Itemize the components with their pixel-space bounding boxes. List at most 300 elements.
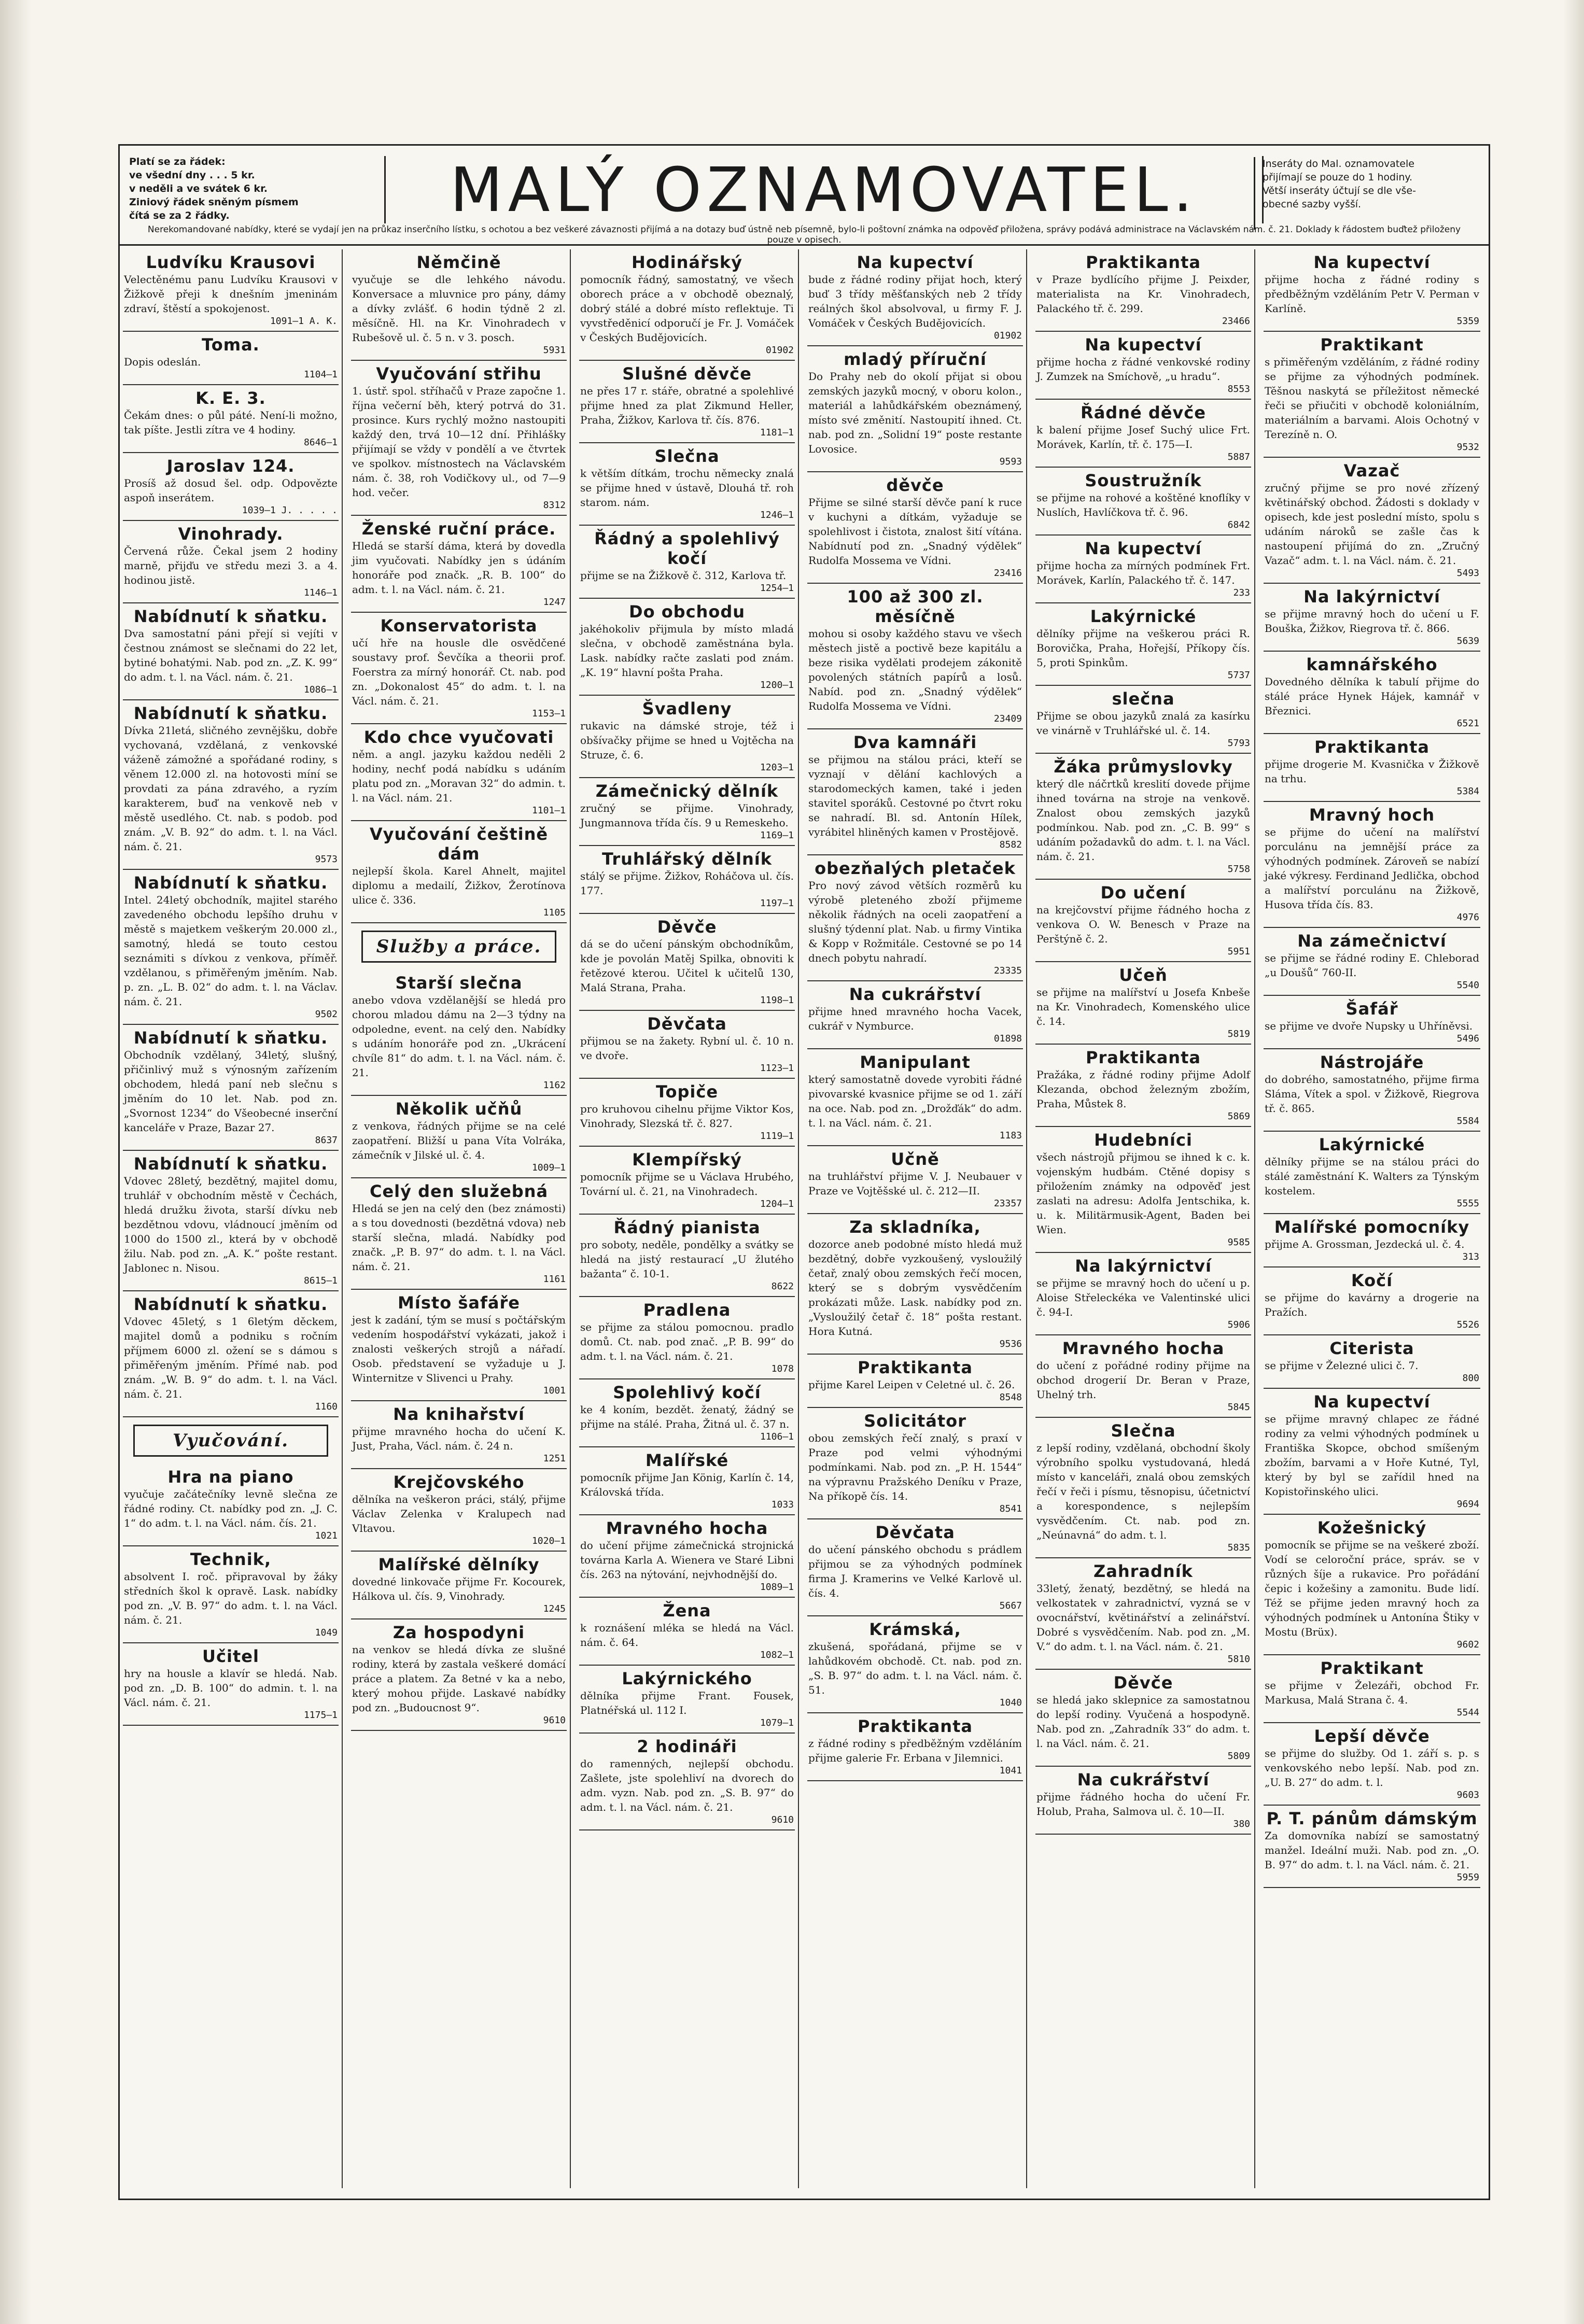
classified-ad: [579, 778, 795, 846]
ad-title: Lakýrnického: [622, 1669, 752, 1688]
ad-title: Lepší děvče: [1314, 1726, 1430, 1746]
ad-reference-number: 5887: [1227, 452, 1250, 462]
ad-reference-number: 5496: [1456, 1033, 1479, 1044]
classified-ad: [579, 1379, 795, 1447]
classified-ad: [1035, 536, 1251, 603]
ad-title: Řádné děvče: [1081, 403, 1206, 422]
ad-body: dovedné linkovače přijme Fr. Kocourek, Hálkova ul. čís. 9, Vinohrady.: [352, 1575, 566, 1602]
ad-reference-number: 1203—1: [760, 762, 794, 773]
ad-title: Praktikanta: [1086, 1048, 1201, 1067]
ad-title: Na kupectví: [1313, 1392, 1431, 1412]
ad-reference-number: 9603: [1456, 1790, 1479, 1800]
ad-body: přijme hocha z řádné rodiny s předběžným vzděláním Petr V. Perman v Karlíně.: [1265, 273, 1479, 315]
ad-body: Za domovníka nabízí se samostatný manžel. Ideální muži. Nab. pod zn. „O. B. 97“ do adm. t. l. na Václ. nám. č. 21.: [1265, 1829, 1479, 1871]
ad-reference-number: 1183: [999, 1130, 1022, 1141]
ad-title: Ludvíku Krausovi: [146, 252, 316, 272]
ad-title: Klempířský: [632, 1150, 742, 1170]
ad-title: Na kupectví: [1085, 539, 1202, 558]
classified-ad: [1035, 400, 1251, 468]
ad-reference-number: 5540: [1456, 980, 1479, 991]
ad-title: 100 až 300 zl. měsíčně: [847, 587, 984, 626]
ad-body: pomocník přijme Jan König, Karlín č. 14, Královská třída.: [580, 1471, 794, 1498]
ad-reference-number: 5835: [1227, 1542, 1250, 1553]
classified-ad: [579, 1598, 795, 1666]
ad-body: vyučuje začátečníky levně slečna ze řádné rodiny. Ct. nabídky pod zn. „J. C. 1“ do adm. t. l. na Václ. nám. čís. 21.: [124, 1488, 338, 1529]
ad-body: do učení z pořádné rodiny přijme na obchod drogerií Dr. Beran v Praze, Uhelný trh.: [1036, 1359, 1250, 1401]
ad-body: Prosíš až dosud šel. odp. Odpovězte aspoň inserátem.: [124, 477, 338, 504]
ad-title: Na cukrářství: [1077, 1770, 1210, 1790]
classified-ad: [123, 385, 339, 453]
classified-ad: [123, 453, 339, 521]
section-banner-teaching: Vyučování.: [133, 1425, 328, 1457]
ad-title: slečna: [1112, 689, 1175, 709]
ad-reference-number: 5359: [1456, 316, 1479, 327]
ad-title: Nástrojáře: [1320, 1052, 1424, 1072]
classified-ad: [1264, 1806, 1480, 1888]
ad-reference-number: 1078: [771, 1363, 794, 1374]
ad-body: přijme hned mravného hocha Vacek, cukrář v Nymburce.: [808, 1005, 1022, 1032]
ad-title: kamnářského: [1306, 655, 1438, 674]
ad-title: obezňalých pletaček: [815, 858, 1016, 878]
classified-ad: [351, 1619, 567, 1731]
ad-title: Jaroslav 124.: [166, 456, 295, 476]
ad-title: Technik,: [190, 1550, 272, 1569]
price-line: v neděli a ve svátek 6 kr.: [129, 183, 268, 194]
ad-reference-number: 1086—1: [303, 684, 338, 695]
classified-ad: [1035, 1418, 1251, 1558]
ad-reference-number: 5951: [1227, 946, 1250, 957]
classified-ad: [123, 249, 339, 332]
ad-reference-number: 23466: [1222, 316, 1250, 327]
ad-body: vyučuje se dle lehkého návodu. Konversace a mluvnice pro pány, dámy a dívky zvlášť. 6 hodin týdně 2 zl. měsíčně. Hl. na Kr. Vinohradech v Rubešově ul. č. 5 n. v 3. posch.: [352, 273, 566, 344]
ad-body: mohou si osoby každého stavu ve všech městech jistě a poctivě beze kapitálu a beze risika vydělati prodejem zákonitě povolených státních papírů a losů. Nabíd. pod zn. „Snadný výdělek“ Rudolfa Mossema ve Vídni.: [808, 627, 1022, 712]
ad-body: pomocník řádný, samostatný, ve všech oborech práce a v obchodě obeznalý, dobrý stálé a dobré místo reflektuje. Ti vyvstředěnicí odporučí je Fr. J. Vomáček v Českých Budějovicích.: [580, 273, 794, 344]
ad-body: se hledá jako sklepnice za samostatnou do lepší rodiny. Vyučená a hospodyně. Nab. pod zn. „Zahradník 33“ do adm. t. l. na Václ. nám. č. 21.: [1036, 1694, 1250, 1750]
price-line: Platí se za řádek:: [129, 156, 226, 167]
ad-body: Intel. 24letý obchodník, majitel starého zavedeného obchodu lepšího druhu v městě s majetkem veškerým 20.000 zl., samotný, hledá se touto cestou seznámiti s dívkou z venkova, příměř. vzdělanou, s přiměřeným jměním. Nab. p. zn. „L. B. 02“ do adm. t. l. na Václav. nám. č. 21.: [124, 894, 338, 1008]
ad-body: Dovedného dělníka k tabulí přijme do stálé práce Hynek Hájek, kamnář v Březnici.: [1265, 675, 1479, 717]
ad-body: přijmou se na žakety. Rybní ul. č. 10 n. ve dvoře.: [580, 1035, 794, 1062]
ad-body: Pro nový závod větších rozměrů ku výrobě pleteného zboží přijmeme několik řádných na oceli zaopatření a slušný týdenní plat. Nab. u firmy Vintika & Kopp v Rožmitále. Cestovné se po 14 dnech pobytu nahradí.: [808, 879, 1022, 964]
ad-body: se přijme se řádné rodiny E. Chleborad „u Doušů“ 760-II.: [1265, 952, 1479, 979]
ad-title: Vyučování češtině dám: [369, 824, 549, 864]
info-line: Větší inseráty účtují se dle vše-: [1263, 185, 1416, 196]
price-line: Ziniový řádek sněným písmem: [129, 196, 299, 208]
ad-body: přijme A. Grossman, Jezdecká ul. č. 4.: [1265, 1238, 1465, 1250]
ad-body: do dobrého, samostatného, přijme firma Sláma, Vítek a spol. v Žižkově, Riegrova tř. č. 865.: [1265, 1073, 1479, 1115]
ad-reference-number: 1040: [999, 1697, 1022, 1708]
classified-ad: [1264, 1723, 1480, 1806]
ad-reference-number: 1153—1: [531, 708, 566, 719]
ad-body: se přijme do služby. Od 1. září s. p. s venkovského nebo lepší. Nab. pod zn. „U. B. 27“ do adm. t. l.: [1265, 1747, 1479, 1788]
ad-body: z lepší rodiny, vzdělaná, obchodní školy výrobního spolku vystudovaná, hledá místo v kanceláři, znalá obou zemských řečí v řeči i písmu, těsnopisu, účetnictví a korespondence, s nejlepším vysvědčením. Ct. nab. pod zn. „Neúnavná“ do adm. t. l.: [1036, 1442, 1250, 1541]
ad-title: Žáka průmyslovky: [1054, 757, 1233, 777]
classified-ad: [351, 1178, 567, 1290]
ad-reference-number: 8582: [999, 839, 1022, 850]
ad-reference-number: 1089—1: [760, 1582, 794, 1593]
ad-title: Solicitátor: [864, 1411, 966, 1431]
ad-title: Na lakýrnictví: [1075, 1256, 1212, 1276]
classified-ad: [579, 1666, 795, 1734]
ad-title: P. T. pánům dámským: [1266, 1809, 1478, 1828]
ad-body: dá se do učení pánským obchodníkům, kde je povolán Matěj Spilka, obnoviti k řetězové kterou. Učitel k učitelů 130, Malá Strana, Praha.: [580, 938, 794, 994]
ad-title: K. E. 3.: [195, 388, 266, 408]
ad-title: Mravného hocha: [606, 1518, 768, 1538]
classified-ad: [579, 846, 795, 914]
ad-title: Do učení: [1100, 883, 1186, 903]
ad-title: mladý příruční: [844, 349, 987, 369]
ad-body: pro soboty, neděle, pondělky a svátky se hledá na jistý restaurací „U žlutého bažanta“ č. 10-1.: [580, 1238, 794, 1280]
ad-reference-number: 5526: [1456, 1319, 1479, 1330]
ad-body: s přiměřeným vzděláním, z řádné rodiny se přijme za výhodných podmínek. Těšnou naskytá se příležitost německé řeči se přiučiti v obchodě koloniálním, materiálním a barvami. Alois Ochotný v Terezíně n. O.: [1265, 356, 1479, 441]
classified-ad: [123, 1291, 339, 1417]
ad-reference-number: 5667: [999, 1600, 1022, 1611]
ad-reference-number: 01898: [993, 1033, 1022, 1044]
ad-title: Mravného hocha: [1062, 1339, 1225, 1358]
classified-ad: [579, 914, 795, 1011]
ad-title: Děvče: [1113, 1673, 1173, 1693]
classified-ad: [579, 1447, 795, 1515]
ad-body: se přijme v Železáři, obchod Fr. Markusa, Malá Strana č. 4.: [1265, 1679, 1479, 1706]
ad-reference-number: 1049: [315, 1627, 338, 1638]
section-title: MALÝ OZNAMOVATEL.: [384, 156, 1264, 223]
ad-reference-number: 1001: [543, 1385, 566, 1396]
ad-body: se přijme na malířství u Josefa Knbeše na Kr. Vinohradech, Komenského ulice č. 14.: [1036, 986, 1250, 1027]
ad-reference-number: 5584: [1456, 1116, 1479, 1126]
ad-reference-number: 23409: [993, 713, 1022, 724]
classified-ad: [579, 249, 795, 361]
scan-shadow-left: [0, 0, 31, 2324]
ad-body: se přijme na rohové a koštěné knoflíky v Nuslích, Havlíčkova tř. č. 96.: [1036, 491, 1250, 518]
ad-column-3: [576, 249, 799, 2188]
ad-title: Švadleny: [642, 699, 732, 719]
ad-reference-number: 5931: [543, 345, 566, 356]
ad-title: Nabídnutí k sňatku.: [133, 873, 328, 893]
ad-reference-number: 9532: [1456, 442, 1479, 453]
ad-title: děvče: [886, 475, 944, 495]
ad-reference-number: 1251: [543, 1453, 566, 1464]
scan-shadow-right: [1563, 0, 1584, 2324]
classified-ad: [579, 526, 795, 599]
ad-title: Malířské: [645, 1450, 729, 1470]
ad-reference-number: 9536: [999, 1339, 1022, 1349]
classified-ad: [807, 729, 1023, 855]
classified-ad: [1035, 1253, 1251, 1335]
ad-body: v Praze bydlícího přijme J. Peixder, materialista na Kr. Vinohradech, Palackého tř. č. 299.: [1036, 273, 1250, 315]
ad-reference-number: 5809: [1227, 1751, 1250, 1762]
ad-reference-number: 5493: [1456, 568, 1479, 579]
classified-ad: [1264, 734, 1480, 802]
classified-ad: [1264, 802, 1480, 928]
ad-reference-number: 1020—1: [531, 1536, 566, 1546]
ad-body: přijme řádného hocha do učení Fr. Holub, Praha, Salmova ul. č. 10—II.: [1036, 1791, 1250, 1818]
ad-title: Do obchodu: [629, 602, 745, 622]
classified-ad: [1035, 603, 1251, 686]
ad-title: Místo šafáře: [398, 1293, 520, 1313]
price-line: ve všední dny . . . 5 kr.: [129, 170, 255, 181]
ad-reference-number: 01902: [765, 345, 794, 356]
ad-reference-number: 8615—1: [303, 1275, 338, 1286]
ad-reference-number: 1104—1: [303, 369, 338, 380]
ad-column-1: [120, 249, 343, 2188]
ad-reference-number: 23357: [993, 1198, 1022, 1209]
classified-ad: [1264, 1132, 1480, 1214]
ad-body: dělníka na veškeron práci, stálý, přijme Václav Zelenka v Kralupech nad Vltavou.: [352, 1493, 566, 1534]
ad-reference-number: 1091—1 A. K.: [270, 316, 338, 327]
ad-body: se přijme ve dvoře Nupsky u Uhříněvsi.: [1265, 1020, 1473, 1032]
ad-body: přijme hocha z řádné venkovské rodiny J. Zumzek na Smíchově, „u hradu“.: [1036, 356, 1250, 383]
ad-title: Na kupectví: [857, 252, 974, 272]
ad-reference-number: 1200—1: [760, 680, 794, 691]
classified-ad: [807, 981, 1023, 1049]
ad-body: přijme Karel Leipen v Celetné ul. č. 26.: [808, 1378, 1015, 1391]
ad-body: přijme drogerie M. Kvasnička v Žižkově na trhu.: [1265, 758, 1479, 785]
classified-ad: [807, 1408, 1023, 1519]
ad-reference-number: 5384: [1456, 786, 1479, 797]
ad-title: Praktikanta: [858, 1358, 973, 1377]
ad-reference-number: 5758: [1227, 864, 1250, 875]
ad-reference-number: 9610: [543, 1715, 566, 1726]
classified-ad: [123, 700, 339, 870]
ad-title: Celý den služebná: [369, 1181, 549, 1201]
ad-reference-number: 1246—1: [760, 510, 794, 520]
classified-ad: [807, 1146, 1023, 1214]
ad-reference-number: 233: [1233, 587, 1250, 598]
ad-body: nejlepší škola. Karel Ahnelt, majitel diplomu a medailí, Žižkov, Žerotínova ulice č. 336.: [352, 865, 566, 906]
ad-title: Praktikant: [1320, 335, 1424, 355]
ad-body: hry na housle a klavír se hledá. Nab. pod zn. „D. B. 100“ do admin. t. l. na Václ. nám. č. 21.: [124, 1667, 338, 1709]
ad-body: přijme se na Žižkově č. 312, Karlova tř.: [580, 569, 787, 582]
ad-reference-number: 8553: [1227, 384, 1250, 395]
classified-ad: [351, 613, 567, 724]
ad-reference-number: 1247: [543, 597, 566, 608]
ad-body: obou zemských řečí znalý, s praxí v Praze pod velmi výhodnými podmínkami. Nab. pod zn. „P. H. 1544“ na výpravnu Pražského Deníku v Praze, Na příkopě čís. 14.: [808, 1432, 1022, 1502]
classified-ad: [123, 521, 339, 603]
ad-body: 33letý, ženatý, bezdětný, se hledá na velkostatek v zahradnictví, vyzná se v ovocnářství, květinářství a zelinářství. Dobré s vysvědčením. Nab. pod zn. „M. V.“ do adm. t. l. na Václ. nám. č. 21.: [1036, 1582, 1250, 1653]
ad-title: Kdo chce vyučovati: [363, 727, 554, 747]
ad-title: Toma.: [202, 335, 260, 355]
ad-title: Za hospodyni: [393, 1623, 525, 1642]
ad-reference-number: 5793: [1227, 738, 1250, 749]
price-line: čítá se za 2 řádky.: [129, 210, 230, 221]
ad-body: Dopis odeslán.: [124, 356, 201, 368]
ad-title: Praktikanta: [858, 1716, 973, 1736]
ad-reference-number: 1101—1: [531, 805, 566, 816]
classified-ad: [351, 249, 567, 361]
ad-title: Kočí: [1351, 1271, 1393, 1290]
ad-reference-number: 8622: [771, 1281, 794, 1292]
ad-title: Malířské dělníky: [378, 1555, 540, 1574]
ad-column-5: [1032, 249, 1255, 2188]
ad-title: Na kupectví: [1085, 335, 1202, 355]
ad-reference-number: 9593: [999, 456, 1022, 467]
classified-ad: [807, 1049, 1023, 1146]
ad-title: Lakýrnické: [1090, 607, 1197, 626]
ad-body: jest k zadání, tým se musí s počtářským vedením hospodářství vykázati, jakož i znalosti veškerých strojů a nářadí. Osob. představení se vyžaduje u J. Winternitze v Slivenci u Prahy.: [352, 1314, 566, 1384]
ad-title: Na kupectví: [1313, 252, 1431, 272]
ad-title: Několik učňů: [395, 1099, 523, 1119]
classified-ad: [579, 599, 795, 696]
ad-body: rukavic na dámské stroje, též i obšívačky přijme se hned u Vojtěcha na Struze, č. 6.: [580, 720, 794, 761]
ad-body: přijme mravného hocha do učení K. Just, Praha, Václ. nám. č. 24 n.: [352, 1425, 566, 1452]
ad-reference-number: 1105: [543, 907, 566, 918]
classified-ad: [1264, 1389, 1480, 1515]
ad-body: dozorce aneb podobné místo hledá muž bezdětný, dobře vyzkoušený, vysloužilý četař, znalý obou zemských řečí mocen, který se s dobrým vysvědčením prokázati může. Lask. nabídky pod zn. „Vysloužilý četař č. 18“ pošta restant. Hora Kutná.: [808, 1238, 1022, 1337]
classified-ad: [579, 1734, 795, 1830]
ad-body: který samostatně dovede vyrobiti řádné pivovarské kvasnice přijme se od 1. září na oce. Nab. pod zn. „Drožďák“ do adm. t. l. na Václ. nám. č. 21.: [808, 1073, 1022, 1129]
classified-ad: [1035, 1045, 1251, 1127]
ad-title: 2 hodináři: [637, 1737, 737, 1756]
ad-title: Topiče: [655, 1082, 719, 1102]
ad-title: Za skladníka,: [849, 1217, 981, 1237]
info-line: obecné sazby vyšší.: [1263, 199, 1362, 210]
ad-title: Na cukrářství: [849, 984, 982, 1004]
ad-title: Praktikanta: [1086, 252, 1201, 272]
section-header: [120, 146, 1489, 246]
classified-ad: [807, 584, 1023, 729]
ad-reference-number: 5810: [1227, 1654, 1250, 1665]
ad-body: na krejčovství přijme řádného hocha z venkova O. W. Benesch v Praze na Perštýně č. 2.: [1036, 904, 1250, 945]
ad-reference-number: 800: [1462, 1373, 1479, 1384]
ad-body: do učení přijme zámečnická strojnická továrna Karla A. Wienera ve Staré Libni čís. 263 na nýtování, nejvhodnější do.: [580, 1539, 794, 1581]
classified-ad: [123, 870, 339, 1025]
ad-body: 1. ústř. spol. stříhačů v Praze započne 1. října večerní běh, který potrvá do 31. prosince. Kurs rychlý možno nastoupiti každý den, trvá 10—12 dní. Přihlášky přijímají se vždy v pondělí a ve čtvrtek ve spolkov. místnostech na Václavském nám. č. 38, roh Vodičkovy ul., od 7—9 hod. večer.: [352, 385, 566, 499]
ad-reference-number: 1041: [999, 1765, 1022, 1776]
ad-body: na truhlářství přijme V. J. Neubauer v Praze ve Vojtěšské ul. č. 212—II.: [808, 1170, 1022, 1197]
classified-ad: [579, 1515, 795, 1598]
classified-section: [118, 144, 1490, 2200]
ad-reference-number: 1198—1: [760, 995, 794, 1006]
classified-ad: [1264, 1335, 1480, 1389]
classified-ad: [1035, 1767, 1251, 1835]
classified-ad: [1035, 1558, 1251, 1670]
classified-ad: [807, 249, 1023, 346]
ad-title: Kožešnický: [1317, 1518, 1427, 1538]
classified-ad: [1264, 1655, 1480, 1723]
ad-reference-number: 380: [1233, 1819, 1250, 1829]
ad-body: Hledá se jen na celý den (bez známosti) a s tou dovednosti (bezdětná vdova) neb starší slečna, mladá. Nabídky pod značk. „P. B. 97“ do adm. t. l. na Václ. nám. č. 21.: [352, 1202, 566, 1273]
ad-body: z řádné rodiny s předběžným vzděláním přijme galerie Fr. Erbana v Jilemnici.: [808, 1737, 1022, 1764]
ad-body: k balení přijme Josef Suchý ulice Frt. Morávek, Karlín, tř. č. 175—I.: [1036, 424, 1250, 450]
ad-reference-number: 1123—1: [760, 1063, 794, 1074]
ad-reference-number: 9585: [1227, 1237, 1250, 1248]
ad-title: Na zámečnictví: [1297, 931, 1447, 951]
ad-reference-number: 9602: [1456, 1639, 1479, 1650]
classified-ad: [1035, 1670, 1251, 1767]
ad-body: anebo vdova vzdělanější se hledá pro chorou mladou dámu na 2—3 týdny na odpoledne, event. na celý den. Nabídky s udáním honoráře pod zn. „Ukrácení chvíle 81“ do adm. t. l. na Václ. nám. č. 21.: [352, 994, 566, 1079]
ad-reference-number: 9610: [771, 1814, 794, 1825]
ad-body: Pražáka, z řádné rodiny přijme Adolf Klezanda, obchod železným zbožím, Praha, Můstek 8.: [1036, 1068, 1250, 1110]
ad-reference-number: 1245: [543, 1603, 566, 1614]
ad-reference-number: 8637: [315, 1135, 338, 1146]
ad-title: Hodinářský: [632, 252, 742, 272]
ad-body: absolvent I. roč. připravoval by žáky středních škol k opravě. Lask. nabídky pod zn. „V. B. 97“ do adm. t. l. na Václ. nám. č. 21.: [124, 1570, 338, 1626]
classified-ad: [123, 1025, 339, 1151]
info-line: Inseráty do Mal. oznamovatele: [1263, 158, 1414, 170]
classified-ad: [579, 1079, 795, 1147]
ad-reference-number: 5544: [1456, 1707, 1479, 1718]
classified-ad: [351, 724, 567, 821]
ad-title: Slečna: [654, 446, 720, 466]
price-box: [129, 155, 373, 228]
ad-title: Zahradník: [1094, 1561, 1193, 1581]
ad-title: Lakýrnické: [1319, 1135, 1425, 1154]
ad-title: Malířské pomocníky: [1274, 1217, 1470, 1237]
ad-reference-number: 23416: [993, 568, 1022, 579]
classified-ad: [579, 1297, 795, 1379]
ad-title: Žena: [663, 1601, 711, 1621]
classified-ad: [351, 1469, 567, 1552]
classified-ad: [1035, 754, 1251, 880]
classified-ad: [579, 361, 795, 443]
ad-reference-number: 5555: [1456, 1198, 1479, 1209]
ad-body: Čekám dnes: o půl páté. Není-li možno, tak píšte. Jestli zítra ve 4 hodiny.: [124, 409, 338, 436]
classified-ad: [807, 1214, 1023, 1355]
ad-title: Krejčovského: [393, 1472, 525, 1492]
classified-ad: [807, 472, 1023, 584]
ad-title: Manipulant: [860, 1052, 971, 1072]
classified-ad: [351, 361, 567, 516]
classified-ad: [1264, 1049, 1480, 1132]
classified-ad: [351, 1401, 567, 1469]
ad-reference-number: 1254—1: [760, 583, 794, 594]
classified-ad: [579, 696, 795, 778]
ad-body: se přijme do kavárny a drogerie na Pražích.: [1265, 1291, 1479, 1318]
ad-reference-number: 4976: [1456, 912, 1479, 923]
ad-title: Soustružník: [1085, 471, 1202, 490]
ad-reference-number: 1161: [543, 1274, 566, 1285]
ad-body: se přijme do učení na malířství porculánu na jemnější práce za výhodných podmínek. Zároveň se nabízí jaké výkresy. Ferdinand Jedlička, obchod a malířství porculánu na Žižkově, Husova třída čís. 83.: [1265, 826, 1479, 911]
ad-title: Vyučování střihu: [376, 364, 542, 384]
ad-body: Červená růže. Čekal jsem 2 hodiny marně, přijďu ve středu mezi 3. a 4. hodinou jistě.: [124, 545, 338, 586]
ad-column-2: [348, 249, 571, 2188]
ad-title: Šafář: [1345, 999, 1398, 1019]
ad-body: zručný přijme se pro nové zřízený květinářský obchod. Žádosti s doklady v opisech, kde jest poslední místo, spolu s udáním nároků se zašle čas k nastoupení přijímá do zn. „Zručný Vazač“ adm. t. l. na Václ. nám. č. 21.: [1265, 482, 1479, 567]
classified-ad: [351, 821, 567, 923]
ad-body: Obchodník vzdělaný, 34letý, slušný, přičinlivý muž s výnosným zařízením obchodem, hledá paní neb slečnu s jměním do 10 let. Nab. pod zn. „Svornost 1234“ do Všeobecné inserční kanceláře v Praze, Bazar 27.: [124, 1049, 338, 1134]
ad-title: Konservatorista: [380, 616, 538, 636]
ad-reference-number: 8548: [999, 1392, 1022, 1403]
ad-title: Na knihařství: [393, 1404, 525, 1424]
ad-body: Vdovec 45letý, s 1 6letým děckem, majitel domů a podniku s ročním příjmem 6000 zl. ožení se s dámou s přiměřeným jměním. Přímé nab. pod znám. „W. B. 9“ do adm. t. l. na Václ. nám. č. 21.: [124, 1315, 338, 1400]
ad-reference-number: 9573: [315, 854, 338, 865]
ad-title: Pradlena: [643, 1300, 731, 1320]
classified-ad: [807, 1713, 1023, 1781]
ad-title: Nabídnutí k sňatku.: [133, 1294, 328, 1314]
classified-ad: [1035, 332, 1251, 400]
ad-title: Děvčata: [875, 1523, 955, 1542]
ad-reference-number: 8646—1: [303, 437, 338, 448]
ad-body: do učení pánského obchodu s prádlem přijmou se za výhodných podmínek firma J. Kramerins ve Velké Karlově ul. čís. 4.: [808, 1543, 1022, 1599]
ad-title: Dva kamnáři: [853, 733, 977, 752]
classified-ad: [351, 516, 567, 613]
ad-reference-number: 1106—1: [760, 1431, 794, 1442]
classified-ad: [1035, 880, 1251, 962]
ad-reference-number: 1160: [315, 1401, 338, 1412]
ad-body: k větším dítkám, trochu německy znalá se přijme hned v ústavě, Dlouhá tř. roh starom. nám.: [580, 467, 794, 509]
ad-reference-number: 5639: [1456, 636, 1479, 646]
classified-ad: [579, 1147, 795, 1215]
ad-reference-number: 8312: [543, 500, 566, 511]
classified-ad: [1035, 1335, 1251, 1418]
ad-body: něm. a angl. jazyku každou neděli 2 hodiny, nechť podá nabídku s udáním platu pod zn. „Moravan 32“ do admin. t. l. na Václ. nám. 21.: [352, 748, 566, 804]
ad-body: Dívka 21letá, sličného zevnějšku, dobře vychovaná, vzdělaná, z venkovské váženě zámožné a spořádané rodiny, s věnem 12.000 zl. na hotovosti míní se provdati za pána zdravého, a ryzím karakterem, buď na venkově neb v městě usedlého. Ct. nab. s podob. pod znám. „V. B. 92“ do adm. t. l. na Václ. nám. č. 21.: [124, 724, 338, 853]
ad-reference-number: 5845: [1227, 1402, 1250, 1413]
ad-body: který dle náčrtků kreslití dovede přijme ihned továrna na stroje na venkově. Znalost obou zemských jazyků podmínkou. Nab. pod zn. „C. B. 99“ s udáním požadavků do adm. t. l. na Václ. nám. č. 21.: [1036, 778, 1250, 863]
info-line: přijímají se pouze do 1 hodiny.: [1263, 172, 1412, 183]
ad-body: Dva samostatní páni přejí si vejíti v čestnou známost se slečnami do 22 let, bytiné bohatými. Nab. pod zn. „Z. K. 99“ do adm. t. l. na Václ. nám. č. 21.: [124, 627, 338, 683]
ad-reference-number: 8541: [999, 1503, 1022, 1514]
